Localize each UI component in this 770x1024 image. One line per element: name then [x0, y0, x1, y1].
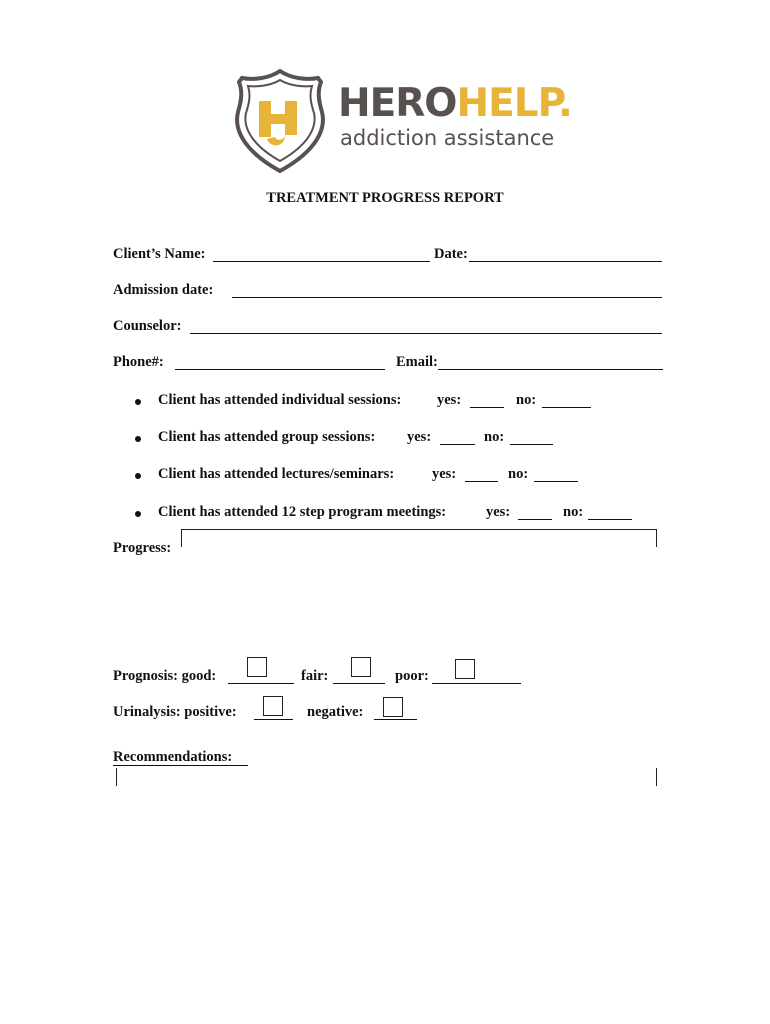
prognosis-poor-label: poor: — [395, 668, 429, 684]
attendance-text: Client has attended 12 step program meetings: — [158, 504, 447, 520]
urinalysis-negative-label: negative: — [307, 704, 364, 720]
attendance-text: Client has attended lectures/seminars: — [158, 466, 395, 482]
prognosis-good-field[interactable] — [228, 683, 294, 684]
yes-label: yes: — [407, 429, 432, 445]
phone-label: Phone#: — [113, 354, 164, 370]
email-field[interactable] — [438, 369, 663, 370]
no-label: no: — [484, 429, 505, 445]
admission-date-label: Admission date: — [113, 282, 214, 298]
prognosis-fair-field[interactable] — [333, 683, 385, 684]
urinalysis-positive-field[interactable] — [254, 719, 293, 720]
yes-field[interactable] — [470, 407, 504, 408]
prognosis-fair-label: fair: — [301, 668, 329, 684]
prognosis-poor-field[interactable] — [432, 683, 521, 684]
bullet-icon — [135, 436, 141, 442]
yes-label: yes: — [437, 392, 462, 408]
email-label: Email: — [396, 354, 438, 370]
prognosis-label: Prognosis: good: — [113, 668, 217, 684]
no-label: no: — [563, 504, 584, 520]
hero-help-logo — [234, 68, 574, 174]
bullet-icon — [135, 473, 141, 479]
brand-tagline: addiction assistance — [340, 126, 555, 150]
recommendations-label: Recommendations: — [113, 749, 233, 765]
bullet-icon — [135, 511, 141, 517]
counselor-field[interactable] — [190, 333, 662, 334]
yes-label: yes: — [486, 504, 511, 520]
yes-field[interactable] — [465, 481, 498, 482]
urinalysis-negative-field[interactable] — [374, 719, 417, 720]
yes-field[interactable] — [440, 444, 475, 445]
bullet-icon — [135, 399, 141, 405]
page-title: TREATMENT PROGRESS REPORT — [266, 190, 504, 206]
yes-label: yes: — [432, 466, 457, 482]
attendance-text: Client has attended group sessions: — [158, 429, 376, 445]
prognosis-fair-checkbox[interactable] — [351, 657, 371, 677]
attendance-text: Client has attended individual sessions: — [158, 392, 402, 408]
counselor-label: Counselor: — [113, 318, 182, 334]
no-field[interactable] — [510, 444, 553, 445]
recommendations-textarea[interactable] — [116, 768, 657, 786]
urinalysis-label: Urinalysis: positive: — [113, 704, 237, 720]
brand-help: HELP. — [456, 81, 572, 126]
clients-name-label: Client’s Name: — [113, 246, 206, 262]
progress-textarea[interactable] — [181, 529, 657, 547]
no-field[interactable] — [542, 407, 591, 408]
prognosis-good-checkbox[interactable] — [247, 657, 267, 677]
admission-date-field[interactable] — [232, 297, 662, 298]
phone-field[interactable] — [175, 369, 385, 370]
yes-field[interactable] — [518, 519, 552, 520]
prognosis-poor-checkbox[interactable] — [455, 659, 475, 679]
no-field[interactable] — [588, 519, 632, 520]
urinalysis-positive-checkbox[interactable] — [263, 696, 283, 716]
date-field[interactable] — [469, 261, 662, 262]
urinalysis-negative-checkbox[interactable] — [383, 697, 403, 717]
no-label: no: — [508, 466, 529, 482]
no-label: no: — [516, 392, 537, 408]
recommendations-underline — [113, 765, 248, 766]
date-label: Date: — [434, 246, 468, 262]
progress-label: Progress: — [113, 540, 172, 556]
clients-name-field[interactable] — [213, 261, 430, 262]
brand-hero: HERO — [338, 81, 457, 126]
badge-icon — [234, 68, 326, 174]
no-field[interactable] — [534, 481, 578, 482]
